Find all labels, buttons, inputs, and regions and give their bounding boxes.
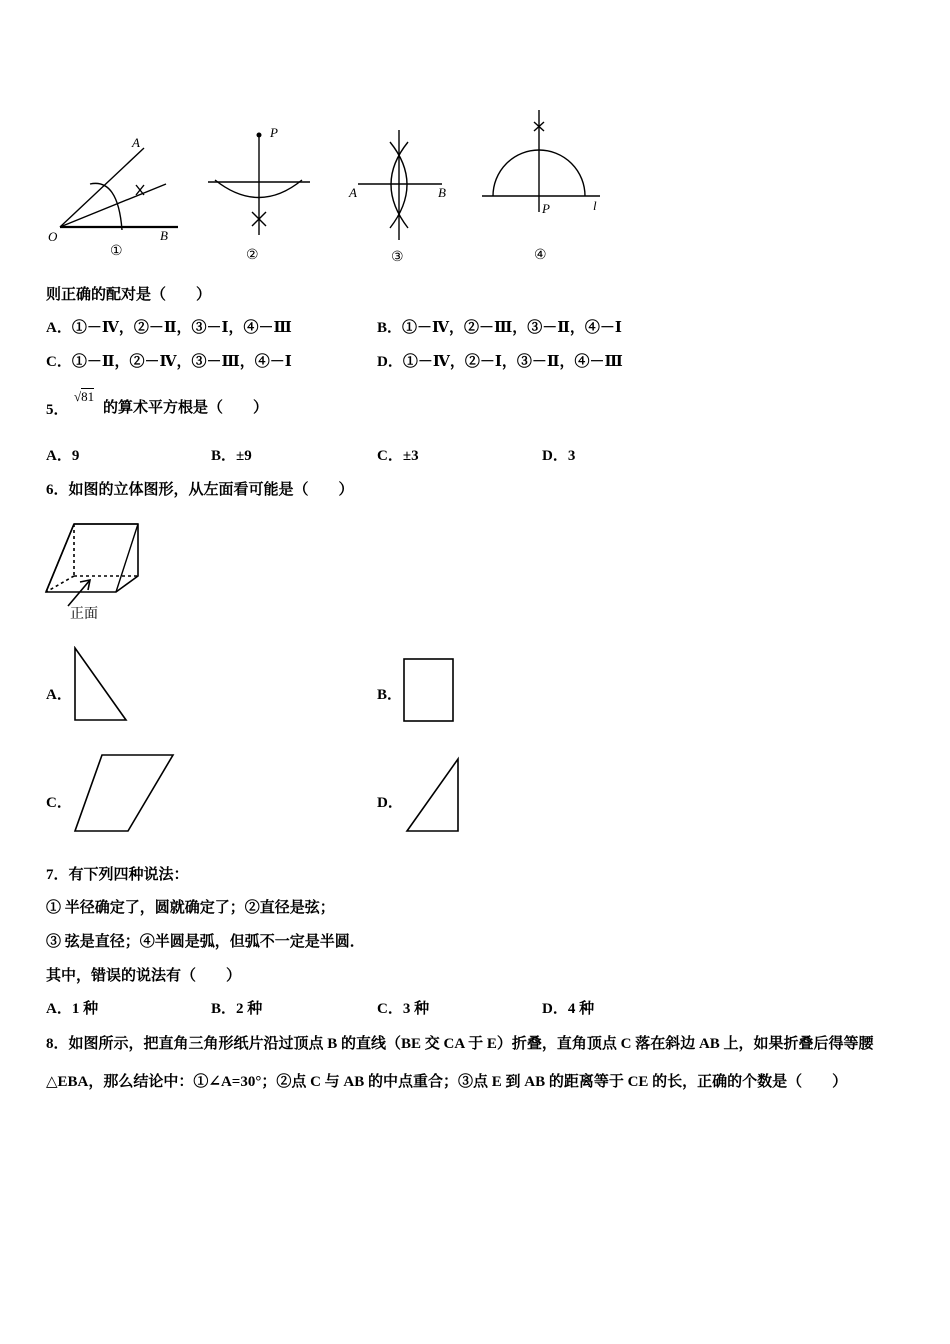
q6-solid-figure (40, 518, 150, 628)
fig3-label-B: B (438, 185, 446, 200)
radicand: 81 (81, 389, 95, 404)
fig1-number: ① (110, 244, 123, 259)
q4-stem: 则正确的配对是（ ） (46, 287, 212, 303)
fig2-label-P: P (270, 125, 278, 140)
q6-option-a-shape[interactable] (72, 646, 132, 726)
front-label: 正面 (70, 607, 98, 622)
q7-option-c[interactable]: C．3 种 (377, 1001, 430, 1017)
q7-question: 其中，错误的说法有（ ） (46, 968, 242, 984)
q7-option-d[interactable]: D．4 种 (542, 1001, 595, 1017)
q5-option-a[interactable]: A．9 (46, 448, 80, 464)
q6-option-b-shape[interactable] (402, 657, 456, 725)
q5-option-d[interactable]: D．3 (542, 448, 576, 464)
fig1-label-O: O (48, 229, 58, 244)
figure-4-perpendicular-at-point (482, 110, 600, 212)
fig2-number: ② (246, 248, 259, 263)
q6-option-d-shape[interactable] (404, 756, 462, 834)
q7-option-a[interactable]: A．1 种 (46, 1001, 99, 1017)
q4-option-b[interactable]: B．①－Ⅳ，②－Ⅲ，③－Ⅱ，④－Ⅰ (377, 320, 622, 336)
q7-option-b[interactable]: B．2 种 (211, 1001, 263, 1017)
fig4-label-P: P (542, 201, 550, 216)
fig4-label-l: l (593, 198, 597, 213)
q4-option-d[interactable]: D．①－Ⅳ，②－Ⅰ，③－Ⅱ，④－Ⅲ (377, 354, 623, 370)
figure-3-perpendicular-bisector (358, 130, 442, 240)
q4-figures (40, 100, 620, 270)
q4-option-a[interactable]: A．①－Ⅳ，②－Ⅱ，③－Ⅰ，④－Ⅲ (46, 320, 292, 336)
q7-statement-2: ③ 弦是直径；④半圆是弧，但弧不一定是半圆． (46, 934, 365, 950)
q5-number: 5． (46, 402, 69, 418)
q6-option-a[interactable]: A． (46, 687, 72, 703)
radical-sign-icon: √ (74, 389, 82, 404)
q6-option-c-shape[interactable] (72, 752, 178, 834)
q5-option-b[interactable]: B．±9 (211, 448, 252, 464)
q6-option-c[interactable]: C． (46, 795, 72, 811)
fig3-label-A: A (349, 185, 357, 200)
fig1-label-B: B (160, 228, 168, 243)
q6-option-b[interactable]: B． (377, 687, 403, 703)
fig2-point-P (257, 133, 262, 138)
fig1-label-A: A (132, 135, 140, 150)
q8-text: 8．如图所示，把直角三角形纸片沿过顶点 B 的直线（BE 交 CA 于 E）折叠，直角顶点 C 落在斜边 AB 上，如果折叠后得等腰△EBA，那么结论中：①∠A=30°；②点 C 与 AB 的中点重合；③点 E 到 AB 的距离等于 CE 的长，正确的个数是（ ） (46, 1036, 874, 1090)
q5-option-c[interactable]: C．±3 (377, 448, 419, 464)
fig4-number: ④ (534, 248, 547, 263)
q6-option-d[interactable]: D． (377, 795, 403, 811)
q4-option-c[interactable]: C．①－Ⅱ，②－Ⅳ，③－Ⅲ，④－Ⅰ (46, 354, 292, 370)
q6-stem: 6．如图的立体图形，从左面看可能是（ ） (46, 482, 354, 498)
q5-stem: 的算术平方根是（ ） (103, 400, 269, 416)
figure-1-angle-bisector (60, 148, 178, 230)
q7-stem: 7．有下列四种说法： (46, 867, 189, 883)
sqrt-expression (74, 389, 94, 405)
q7-statement-1: ① 半径确定了，圆就确定了；②直径是弦； (46, 900, 335, 916)
figure-2-perpendicular (208, 135, 310, 235)
fig3-number: ③ (391, 250, 404, 265)
